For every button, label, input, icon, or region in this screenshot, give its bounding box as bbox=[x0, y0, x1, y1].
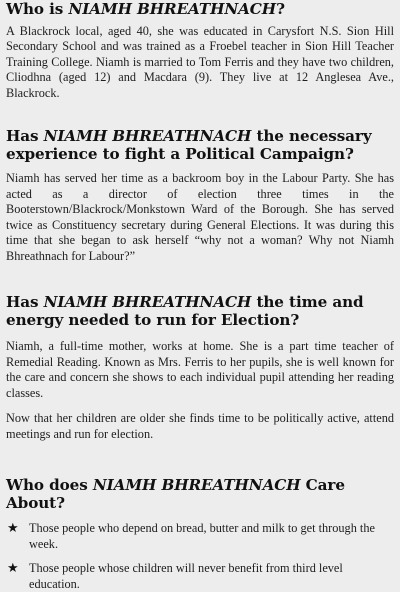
heading-prefix: Who is bbox=[6, 0, 69, 18]
heading-suffix: ? bbox=[276, 0, 285, 18]
heading-suffix: the necessary experience to fight a Political Campaign? bbox=[6, 127, 372, 163]
candidate-name: NIAMH BHREATHNACH bbox=[43, 127, 252, 145]
section-experience-heading bbox=[6, 128, 394, 163]
section-experience bbox=[6, 128, 394, 265]
star-icon: ★ bbox=[7, 521, 19, 536]
heading-suffix: the time and energy needed to run for Election? bbox=[6, 293, 364, 329]
candidate-name: NIAMH BHREATHNACH bbox=[68, 0, 277, 18]
candidate-name: NIAMH BHREATHNACH bbox=[92, 476, 301, 494]
care-about-item bbox=[6, 561, 394, 592]
heading-prefix: Has bbox=[6, 127, 44, 145]
section-experience-body: Niamh has served her time as a backroom boy in the Labour Party. She has acted as a director of election three times in the Booterstown/Blackrock/Monkstown Ward of the Borough. She has served twice as Constituency secretary during General Elections. It was during this time that she began to ask herself “why not a woman? Why not Niamh Bhreathnach for Labour?” bbox=[6, 171, 394, 263]
section-who-is-heading bbox=[6, 1, 394, 19]
section-time-energy-heading bbox=[6, 294, 394, 329]
section-time-energy-body-1: Niamh, a full-time mother, works at home. She is a part time teacher of Remedial Reading. Known as Mrs. Ferris to her pupils, she is well known for the care and concern she shows to each individual pupil attending her reading classes. bbox=[6, 339, 394, 400]
section-care-about-heading bbox=[6, 477, 394, 512]
section-time-energy-body-2: Now that her children are older she finds time to be politically active, attend meetings and run for election. bbox=[6, 411, 394, 441]
candidate-name: NIAMH BHREATHNACH bbox=[43, 293, 252, 311]
care-about-item bbox=[6, 521, 394, 552]
section-who-is bbox=[6, 1, 394, 101]
care-about-item-text: Those people who depend on bread, butter and milk to get through the week. bbox=[29, 521, 375, 551]
heading-prefix: Has bbox=[6, 293, 44, 311]
heading-suffix: Care About? bbox=[6, 476, 345, 512]
section-time-energy bbox=[6, 294, 394, 443]
section-who-is-body: A Blackrock local, aged 40, she was educated in Carysfort N.S. Sion Hill Secondary School and was trained as a Froebel teacher in Sion Hill Teacher Training College. Niamh is married to Tom Ferris and they have two children, Cliodhna (aged 12) and Macdara (9). They live at 12 Anglesea Ave., Blackrock. bbox=[6, 23, 394, 100]
star-icon: ★ bbox=[7, 561, 19, 577]
section-care-about bbox=[6, 477, 394, 592]
heading-prefix: Who does bbox=[6, 476, 93, 494]
care-about-item-text: Those people whose children will never benefit from third level education. bbox=[29, 561, 343, 591]
